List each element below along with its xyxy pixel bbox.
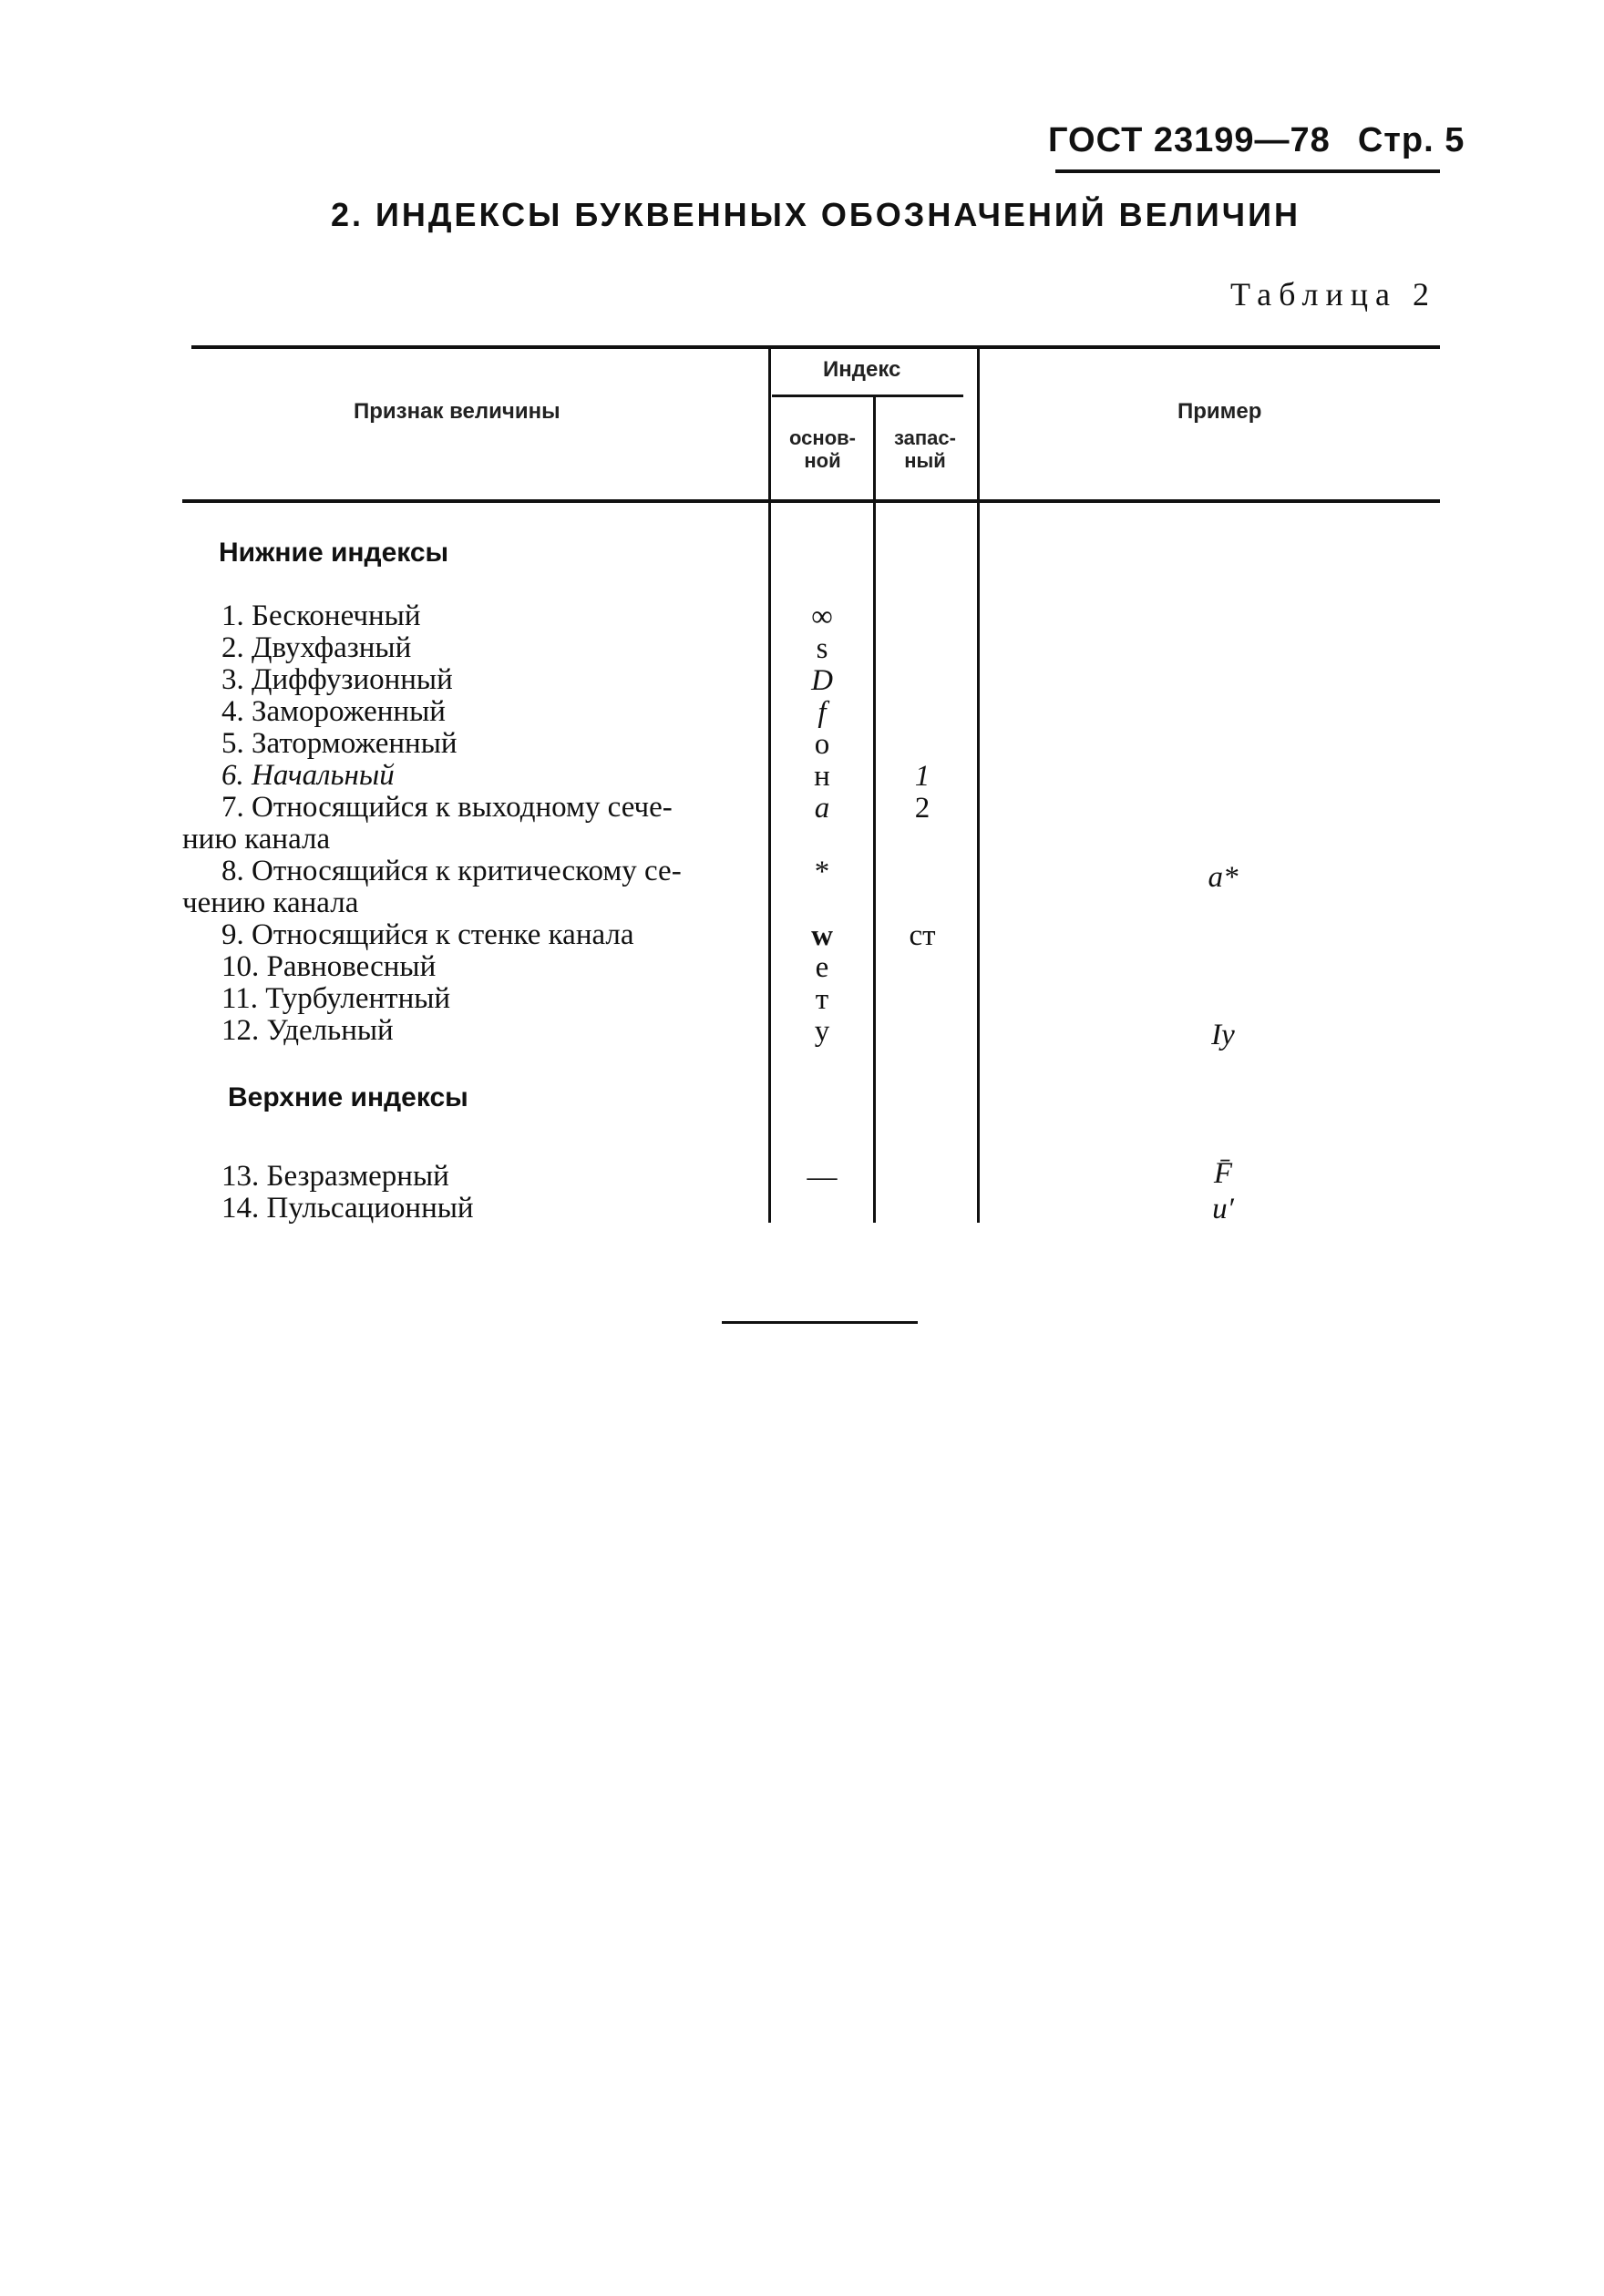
row-1-main: ∞ (811, 600, 833, 633)
row-1-label: 1. Бесконечный (221, 600, 421, 632)
row-8-label-1: 8. Относящийся к критическому се- (221, 855, 682, 887)
header-reserve: запас- ный (894, 426, 956, 472)
row-12-example: Iу (1211, 1019, 1235, 1051)
row-13-main: — (807, 1161, 838, 1194)
column-divider-2 (873, 397, 876, 1223)
row-7-label-1: 7. Относящийся к выходному сече- (221, 791, 673, 824)
row-14-label: 14. Пульсационный (221, 1192, 474, 1225)
row-2-main: s (816, 632, 828, 665)
row-11-main: т (815, 983, 829, 1016)
row-4-label: 4. Замороженный (221, 695, 446, 728)
row-13-label: 13. Безразмерный (221, 1160, 449, 1193)
row-3-main: D (811, 664, 833, 697)
page-header (1048, 121, 1465, 160)
row-5-main: o (814, 728, 830, 761)
row-7-reserve: 2 (914, 792, 931, 825)
row-11-label: 11. Турбулентный (221, 982, 451, 1015)
row-9-label: 9. Относящийся к стенке канала (221, 918, 634, 951)
end-rule (722, 1321, 918, 1324)
row-3-label: 3. Диффузионный (221, 663, 453, 696)
header-main: основ- ной (789, 426, 856, 472)
row-10-main: e (815, 951, 829, 984)
table-header-rule (182, 499, 1440, 503)
row-13-example: F̄ (1213, 1157, 1233, 1190)
column-divider-3 (977, 348, 980, 1223)
section-title: 2. ИНДЕКСЫ БУКВЕННЫХ ОБОЗНАЧЕНИЙ ВЕЛИЧИН (331, 196, 1301, 233)
row-7-main: a (814, 792, 830, 825)
page-number: Стр. 5 (1357, 121, 1465, 159)
row-10-label: 10. Равновесный (221, 950, 437, 983)
row-6-reserve: 1 (914, 760, 931, 793)
row-9-reserve: ст (909, 919, 936, 952)
header-example: Пример (1177, 399, 1262, 424)
row-4-main: f (817, 696, 827, 729)
row-7-label-2: нию канала (182, 823, 331, 856)
header-index: Индекс (823, 357, 901, 382)
column-divider-1 (768, 348, 771, 1223)
row-8-example: a* (1208, 861, 1239, 894)
row-2-label: 2. Двухфазный (221, 631, 412, 664)
row-14-example: u′ (1212, 1193, 1234, 1225)
header-attribute: Признак величины (354, 399, 560, 424)
index-subheader-rule (772, 395, 963, 397)
row-9-main: w (811, 919, 833, 952)
table-top-rule (191, 345, 1440, 349)
row-12-label: 12. Удельный (221, 1014, 394, 1047)
row-6-label: 6. Начальный (221, 759, 395, 792)
row-6-main: н (814, 760, 830, 793)
row-12-main: у (814, 1015, 830, 1048)
row-8-main: * (814, 856, 830, 888)
table-label: Таблица 2 (1230, 276, 1436, 313)
section-upper-indices: Верхние индексы (228, 1082, 468, 1112)
row-8-label-2: чению канала (182, 887, 359, 919)
section-lower-indices: Нижние индексы (219, 538, 449, 568)
row-5-label: 5. Заторможенный (221, 727, 458, 760)
header-rule (1055, 169, 1440, 173)
doc-id: ГОСТ 23199—78 (1048, 121, 1331, 159)
